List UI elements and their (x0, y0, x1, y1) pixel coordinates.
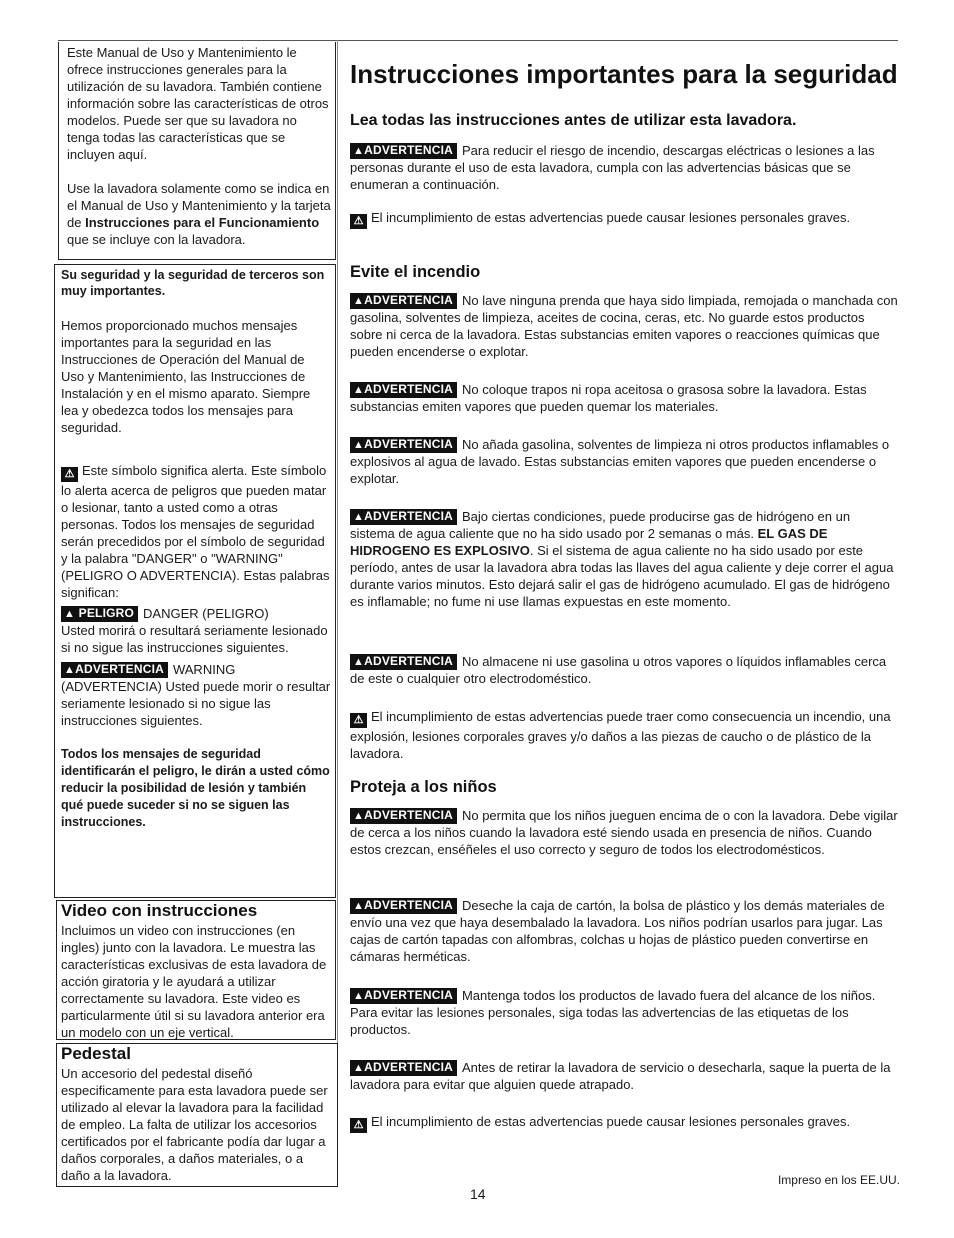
children-warning-4: ▲ADVERTENCIA Antes de retirar la lavadora de servicio o desecharla, saque la puerta de la lavadora para evitar que alguien quede atrapado. (350, 1060, 891, 1092)
advertencia-badge: ▲ADVERTENCIA (350, 382, 457, 398)
printed-in: Impreso en los EE.UU. (777, 1173, 900, 1187)
intro-paragraph: Este Manual de Uso y Mantenimiento le ofrece instrucciones generales para la utilización de su lavadora. También contiene información sobre las características de otros modelos. Puede ser que su lavadora no tenga todas las características que se incluyen aquí. (67, 45, 329, 162)
page-number: 14 (470, 1186, 486, 1202)
children-alert: ⚠ El incumplimiento de estas advertencias puede causar lesiones personales graves. (350, 1113, 898, 1133)
alert-triangle-icon: ▲ (353, 511, 365, 523)
fire-heading: Evite el incendio (350, 263, 481, 281)
alert-triangle-icon: ▲ (353, 810, 365, 822)
alert-triangle-icon: ▲ (353, 295, 365, 307)
children-warning-3: ▲ADVERTENCIA Mantenga todos los productos de lavado fuera del alcance de los niños. Para evitar las lesiones personales, siga todas las advertencias de las etiquetas de los productos. (350, 988, 876, 1037)
video-text: Incluimos un video con instrucciones (en ingles) junto con la lavadora. Le muestra las características exclusivas de esta lavadora de acción giratoria y le ayudará a utilizar correctamente su lavadora. Este video es particularmente útil si su lavadora anterior era un modelo con un eje vertical. (61, 923, 327, 1040)
alert-triangle-icon: ▲ (353, 439, 365, 451)
column-divider (337, 40, 338, 1185)
peligro-badge: ▲ PELIGRO (61, 606, 138, 622)
alert-triangle-icon: ▲ (64, 664, 76, 676)
advertencia-badge: ▲ADVERTENCIA (350, 509, 457, 525)
safety-box (54, 264, 336, 898)
advertencia-badge: ▲ADVERTENCIA (61, 662, 168, 678)
safety-paragraph: Hemos proporcionado muchos mensajes importantes para la seguridad en las Instrucciones de Operación del Manual de Uso y Mantenimiento, las Instrucciones de Instalación y en el mismo aparato. Siempre lea y obedezca todos los mensajes para seguridad. (61, 318, 311, 435)
fire-warning-3: ▲ADVERTENCIA No añada gasolina, solventes de limpieza ni otros productos inflamables o explosivos al agua de lavado. Estas substancias emiten vapores que pueden encenderse o explotar. (350, 437, 890, 486)
advertencia-badge: ▲ADVERTENCIA (350, 898, 457, 914)
alert-triangle-icon: ⚠ (350, 214, 367, 229)
danger-paragraph: ▲ PELIGRO DANGER (PELIGRO) Usted morirá o resultará seriamente lesionado si no sigue las instrucciones siguientes. (61, 606, 328, 655)
intro-warning: ▲ADVERTENCIA Para reducir el riesgo de incendio, descargas eléctricas o lesiones a las personas durante el uso de esta lavadora, cumpla con las advertencias básicas que se enumeran a continuación. (350, 143, 875, 192)
warning-paragraph: ▲ADVERTENCIA WARNING (ADVERTENCIA) Usted puede morir o resultar seriamente lesionado si no sigue las instrucciones siguientes. (61, 662, 331, 728)
alert-triangle-icon: ▲ (353, 900, 365, 912)
fire-warning-5: ▲ADVERTENCIA No almacene ni use gasolina u otros vapores o líquidos inflamables cerca de este o cualquier otro electrodoméstico. (350, 654, 887, 686)
advertencia-badge: ▲ADVERTENCIA (350, 988, 457, 1004)
alert-triangle-icon: ▲ (353, 656, 365, 668)
advertencia-badge: ▲ADVERTENCIA (350, 293, 457, 309)
fire-alert: ⚠ El incumplimiento de estas advertencias puede traer como consecuencia un incendio, una explosión, lesiones corporales graves y/o daños a las piezas de caucho o de plástico de la lavadora. (350, 709, 891, 761)
advertencia-badge: ▲ADVERTENCIA (350, 654, 457, 670)
alert-triangle-icon: ⚠ (350, 713, 367, 728)
fire-warning-2: ▲ADVERTENCIA No coloque trapos ni ropa aceitosa o grasosa sobre la lavadora. Estas substancias emiten vapores que pueden quemar los materiales. (350, 382, 867, 414)
page-subtitle: Lea todas las instrucciones antes de utilizar esta lavadora. (350, 112, 797, 129)
advertencia-badge: ▲ADVERTENCIA (350, 1060, 457, 1076)
alert-triangle-icon: ⚠ (350, 1118, 367, 1133)
page-title: Instrucciones importantes para la seguridad (350, 59, 898, 89)
children-warning-1: ▲ADVERTENCIA No permita que los niños jueguen encima de o con la lavadora. Debe vigilar de cerca a los niños cuando la lavadora esté siendo usada en presencia de niños. Cuando estos crezcan, enséñeles el uso correcto y seguro de todos los electrodomésticos. (350, 808, 898, 857)
alert-triangle-icon: ⚠ (61, 467, 78, 482)
advertencia-badge: ▲ADVERTENCIA (350, 808, 457, 824)
pedestal-heading: Pedestal (61, 1044, 131, 1063)
fire-warning-1: ▲ADVERTENCIA No lave ninguna prenda que haya sido limpiada, remojada o manchada con gasolina, solventes de limpieza, aceites de cocina, ceras, etc. No guarde estos productos sobre ni cerca de la lavadora. Estas substancias emiten vapores o reacciones químicas que pueden encenderse o explotar. (350, 293, 898, 359)
alert-triangle-icon: ▲ (64, 608, 76, 620)
safety-closing: Todos los mensajes de seguridad identificarán el peligro, le dirán a usted cómo reducir la posibilidad de lesión y también qué puede suceder si no se siguen las instrucciones. (61, 747, 330, 829)
children-heading: Proteja a los niños (350, 778, 497, 796)
pedestal-text: Un accesorio del pedestal diseñó especificamente para esta lavadora puede ser utilizado al elevar la lavadora para la facilidad de empleo. La falta de utilizar los accesorios certificados por el fabricante podía dar lugar a daños corporales, a daños materiales, o a daño a la lavadora. (61, 1066, 328, 1183)
safety-heading: Su seguridad y la seguridad de terceros son muy importantes. (61, 268, 325, 298)
alert-triangle-icon: ▲ (353, 990, 365, 1002)
symbol-paragraph: ⚠ Este símbolo significa alerta. Este símbolo lo alerta acerca de peligros que pueden matar o lesionar, tanto a usted como a otras personas. Todos los mensajes de seguridad serán precedidos por el símbolo de seguridad y la palabra "DANGER" o "WARNING" (PELIGRO O ADVERTENCIA). Estas palabras significan: (61, 463, 330, 600)
fire-warning-4: ▲ADVERTENCIA Bajo ciertas condiciones, puede producirse gas de hidrógeno en un sistema de agua caliente que no ha sido usado por 2 semanas o más. EL GAS DE HIDROGENO ES EXPLOSIVO. Si el sistema de agua caliente no ha sido usado por este período, antes de usar la lavadora abra todas las llaves del agua caliente y deje correr el agua durante varios minutos. Esto dejará salir el gas de hidrógeno acumulado. El gas de hidrógeno es inflamable; no fume ni use llamas expuestas en este momento. (350, 509, 894, 609)
video-box (56, 900, 336, 1040)
intro-alert: ⚠ El incumplimiento de estas advertencias puede causar lesiones personales graves. (350, 209, 898, 229)
intro-usage-paragraph: Use la lavadora solamente como se indica en el Manual de Uso y Mantenimiento y la tarjeta de Instrucciones para el Funcionamiento que se incluye con la lavadora. (67, 181, 331, 247)
video-heading: Video con instrucciones (61, 901, 258, 920)
alert-triangle-icon: ▲ (353, 384, 365, 396)
alert-triangle-icon: ▲ (353, 1062, 365, 1074)
intro-box (58, 42, 336, 260)
top-rule (58, 40, 898, 41)
pedestal-box (56, 1043, 338, 1187)
alert-triangle-icon: ▲ (353, 145, 365, 157)
advertencia-badge: ▲ADVERTENCIA (350, 437, 457, 453)
children-warning-2: ▲ADVERTENCIA Deseche la caja de cartón, la bolsa de plástico y los demás materiales de envío una vez que haya desembalado la lavadora. Los niños podrían usarlos para jugar. Las cajas de cartón tapadas con alfombras, colchas u hojas de plástico pueden convertirse en cámaras herméticas. (350, 898, 885, 964)
advertencia-badge: ▲ADVERTENCIA (350, 143, 457, 159)
